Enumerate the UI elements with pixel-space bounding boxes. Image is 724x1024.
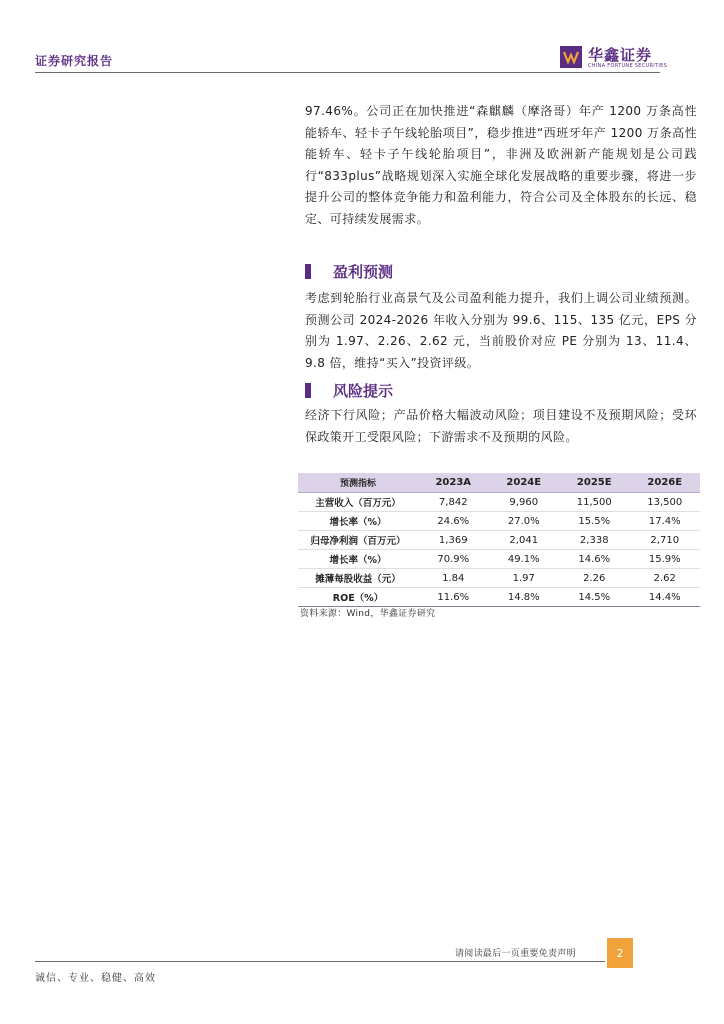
table-cell: 1.97 [489,569,560,588]
table-cell: 14.5% [559,588,630,607]
table-cell: 49.1% [489,550,560,569]
table-cell: 14.8% [489,588,560,607]
table-cell: 2,041 [489,531,560,550]
section-heading: 风险提示 [333,382,394,400]
table-cell: 1.84 [418,569,489,588]
paragraph-risk: 经济下行风险；产品价格大幅波动风险；项目建设不及预期风险；受环保政策开工受限风险；下游需求不及预期的风险。 [305,408,697,444]
table-source-note: 资料来源：Wind，华鑫证券研究 [300,609,436,619]
section-marker-icon [305,383,311,398]
table-cell: 2.26 [559,569,630,588]
header-divider [35,72,660,73]
table-cell: 2.62 [630,569,701,588]
report-type-title: 证券研究报告 [35,54,114,68]
table-cell: 13,500 [630,493,701,512]
company-logo [560,46,670,72]
table-row [298,531,700,550]
row-label: 归母净利润（百万元） [298,531,418,550]
table-cell: 2,338 [559,531,630,550]
row-label: 增长率（%） [298,550,418,569]
footer-motto: 诚信、专业、稳健、高效 [35,973,156,984]
table-cell: 15.9% [630,550,701,569]
table-header-cell: 2024E [489,473,560,493]
section-marker-icon [305,264,311,279]
table-cell: 14.4% [630,588,701,607]
row-label: 增长率（%） [298,512,418,531]
footer-divider [35,961,605,962]
table-cell: 24.6% [418,512,489,531]
table-cell: 11,500 [559,493,630,512]
table-cell: 70.9% [418,550,489,569]
table-header-cell: 预测指标 [298,473,418,493]
table-row [298,569,700,588]
table-row [298,588,700,607]
table-cell: 27.0% [489,512,560,531]
table-cell: 15.5% [559,512,630,531]
table-cell: 2,710 [630,531,701,550]
table-row [298,512,700,531]
table-row [298,493,700,512]
table-cell: 11.6% [418,588,489,607]
table-cell: 7,842 [418,493,489,512]
table-header-cell: 2025E [559,473,630,493]
row-label: 主营收入（百万元） [298,493,418,512]
table-header-cell: 2023A [418,473,489,493]
section-heading: 盈利预测 [333,263,394,281]
table-cell: 14.6% [559,550,630,569]
page-number: 2 [607,938,633,968]
disclaimer-notice: 请阅读最后一页重要免责声明 [455,949,576,959]
paragraph-capacity: 97.46%。公司正在加快推进“森麒麟（摩洛哥）年产 1200 万条高性能轿车、轻卡子午线轮胎项目”，稳步推进“西班牙年产 1200 万条高性能轿车、轻卡子午线轮胎项目”，非洲及欧洲新产能规划是公司践行“833plus”战略规划深入实施全球化发展战略的重要步骤，将进一步提升公司的整体竞争能力和盈利能力，符合公司及全体股东的长远、稳定、可持续发展需求。 [305,104,697,226]
table-cell: 1,369 [418,531,489,550]
row-label: 摊薄每股收益（元） [298,569,418,588]
table-header-cell: 2026E [630,473,701,493]
logo-mark-icon [560,46,582,68]
table-row [298,550,700,569]
table-header-row [298,473,700,493]
table-cell: 17.4% [630,512,701,531]
row-label: ROE（%） [298,588,418,607]
forecast-table [298,473,700,607]
paragraph-profit-forecast: 考虑到轮胎行业高景气及公司盈利能力提升，我们上调公司业绩预测。预测公司 2024-2026 年收入分别为 99.6、115、135 亿元，EPS 分别为 1.97、2.26、2.62 元，当前股价对应 PE 分别为 13、11.4、9.8 倍，维持“买入”投资评级。 [305,291,697,370]
table-cell: 9,960 [489,493,560,512]
logo-subtitle: CHINA FORTUNE SECURITIES [588,63,668,69]
logo-name: 华鑫证券 [588,46,653,64]
